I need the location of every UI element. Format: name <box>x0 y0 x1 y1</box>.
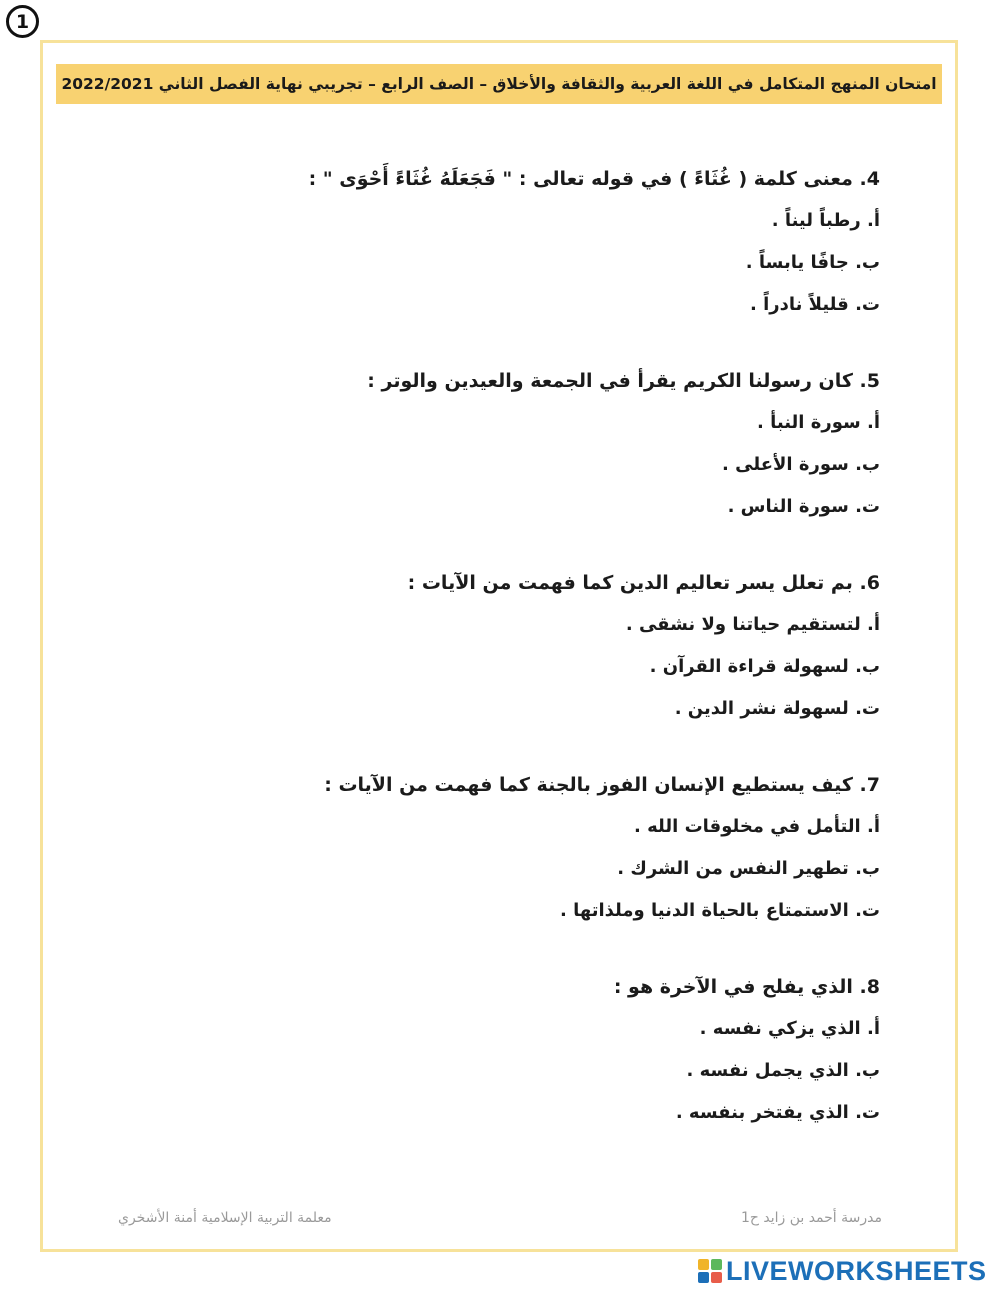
question-text: 8. الذي يفلح في الآخرة هو : <box>613 976 880 998</box>
question-text: 6. بم تعلل يسر تعاليم الدين كما فهمت من الآيات : <box>407 572 880 594</box>
liveworksheets-logo-icon <box>698 1259 722 1283</box>
question-5 <box>120 360 880 528</box>
answer-option[interactable]: ت. سورة الناس . <box>727 496 880 517</box>
brand-name: LIVEWORKSHEETS <box>726 1255 987 1286</box>
question-8 <box>120 966 880 1134</box>
answer-option[interactable]: ت. الاستمتاع بالحياة الدنيا وملذاتها . <box>559 900 880 921</box>
question-4 <box>120 158 880 326</box>
answer-option[interactable]: ب. لسهولة قراءة القرآن . <box>649 656 880 677</box>
question-text: 7. كيف يستطيع الإنسان الفوز بالجنة كما فهمت من الآيات : <box>324 774 880 796</box>
question-7 <box>120 764 880 932</box>
page-number-badge: 1 <box>6 5 39 38</box>
answer-option[interactable]: ت. قليلاً نادراً . <box>750 294 880 315</box>
answer-option[interactable]: أ. لتستقيم حياتنا ولا نشقى . <box>625 614 880 635</box>
footer-teacher: معلمة التربية الإسلامية أمنة الأشخري <box>118 1210 332 1226</box>
answer-option[interactable]: ت. الذي يفتخر بنفسه . <box>675 1102 880 1123</box>
exam-title: امتحان المنهج المتكامل في اللغة العربية والثقافة والأخلاق – الصف الرابع – تجريبي نهاية الفصل الثاني 2022/2021 <box>61 75 937 93</box>
answer-option[interactable]: ت. لسهولة نشر الدين . <box>674 698 880 719</box>
answer-option[interactable]: أ. سورة النبأ . <box>756 412 880 433</box>
answer-option[interactable]: أ. رطباً ليناً . <box>771 210 880 231</box>
questions-list <box>120 158 880 1134</box>
question-text: 4. معنى كلمة ( غُثَاءً ) في قوله تعالى : " فَجَعَلَهُ غُثَاءً أَحْوَى " : <box>308 168 880 190</box>
answer-option[interactable]: ب. الذي يجمل نفسه . <box>686 1060 880 1081</box>
liveworksheets-brand[interactable] <box>698 1256 987 1286</box>
question-text: 5. كان رسولنا الكريم يقرأ في الجمعة والعيدين والوتر : <box>367 370 880 392</box>
answer-option[interactable]: أ. الذي يزكي نفسه . <box>699 1018 880 1039</box>
answer-option[interactable]: ب. جافًا يابساً . <box>745 252 880 273</box>
exam-header <box>56 64 942 104</box>
footer-school: مدرسة أحمد بن زايد ح1 <box>740 1210 882 1226</box>
answer-option[interactable]: ب. تطهير النفس من الشرك . <box>617 858 880 879</box>
question-6 <box>120 562 880 730</box>
answer-option[interactable]: ب. سورة الأعلى . <box>722 454 880 475</box>
answer-option[interactable]: أ. التأمل في مخلوقات الله . <box>634 816 880 837</box>
